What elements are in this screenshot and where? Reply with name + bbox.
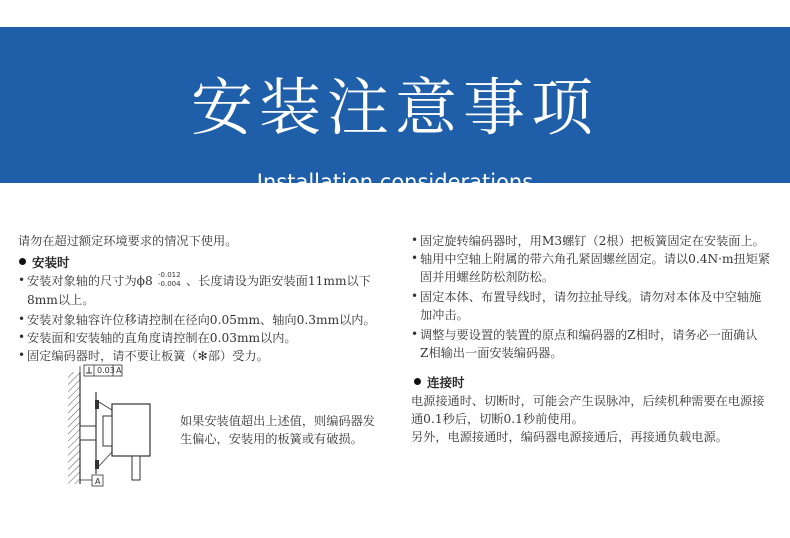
bullet-icon: • <box>411 233 419 247</box>
section-dot-icon <box>414 378 421 385</box>
tolerance-upper: -0.012 <box>158 271 181 279</box>
figure-note <box>180 412 390 448</box>
figure-note-line-2: 生偏心，安装用的板簧或有破损。 <box>180 432 363 446</box>
tolerance-lower: -0.004 <box>158 280 181 288</box>
intro-text: 请勿在超过额定环境要求的情况下使用。 <box>18 234 238 248</box>
connect-para-1: 电源接通时、切断时，可能会产生误脉冲，后续机种需要在电源接 <box>411 394 765 408</box>
install-right-bullet-1: 固定旋转编码器时，用M3螺钉（2根）把板簧固定在安装面上。 <box>420 234 765 248</box>
installation-diagram <box>62 362 174 492</box>
section-title-install: 安装时 <box>32 255 70 270</box>
install-right-bullet-2-cont: 固并用螺丝防松剂防松。 <box>420 270 555 284</box>
shaft <box>80 426 96 440</box>
bullet-icon: • <box>18 348 26 362</box>
page-subtitle: Installation considerations <box>256 170 534 194</box>
connect-para-1-cont: 通0.1秒后，切断0.1秒前使用。 <box>411 412 584 426</box>
connect-para-2: 另外，电源接通时，编码器电源接通后，再接通负载电源。 <box>411 430 728 444</box>
install-right-bullet-4: 调整与要设置的装置的原点和编码器的Z相时，请务必一面确认 <box>420 328 758 342</box>
install-bullet-4: 固定编码器时，请不要让板簧（✻部）受力。 <box>27 349 269 363</box>
tolerance-value: 0.03 <box>97 366 115 375</box>
bullet-icon: • <box>411 251 419 265</box>
install-bullet-1-cont: 8mm以上。 <box>27 293 95 307</box>
install-bullet-1-pre: 安装对象轴的尺寸为ϕ8 <box>27 274 153 288</box>
mounting-wall <box>68 372 80 484</box>
section-title-connect: 连接时 <box>427 375 465 390</box>
encoder-body <box>112 404 150 456</box>
spring-lower <box>95 460 99 469</box>
install-bullet-2: 安装对象轴容许位移请控制在径向0.05mm、轴向0.3mm以内。 <box>27 313 376 327</box>
figure-note-line-1: 如果安装值超出上述值，则编码器发 <box>180 414 375 428</box>
install-right-bullet-4-cont: Z相输出一面安装编码器。 <box>420 346 563 360</box>
bullet-icon: • <box>411 289 419 303</box>
section-dot-icon <box>19 258 26 265</box>
install-right-bullet-3-cont: 加冲击。 <box>420 308 469 322</box>
bullet-icon: • <box>411 327 419 341</box>
cable <box>132 456 140 480</box>
bullet-icon: • <box>18 312 26 326</box>
datum-label-bottom: A <box>95 477 101 486</box>
spring-upper <box>95 400 99 409</box>
datum-label: A <box>116 366 122 375</box>
bullet-icon: • <box>18 273 26 287</box>
install-right-bullet-2: 轴用中空轴上附属的带六角孔紧固螺丝固定。请以0.4N·m扭矩紧 <box>420 252 771 266</box>
header-banner <box>0 27 790 194</box>
bullet-icon: • <box>18 330 26 344</box>
install-right-bullet-3: 固定本体、布置导线时，请勿拉扯导线。请勿对本体及中空轴施 <box>420 290 762 304</box>
install-bullet-3: 安装面和安装轴的直角度请控制在0.03mm以内。 <box>27 331 297 345</box>
install-bullet-1-post: 、长度请设为距安装面11mm以下 <box>186 274 371 288</box>
page-title: 安装注意事项 <box>190 71 599 144</box>
